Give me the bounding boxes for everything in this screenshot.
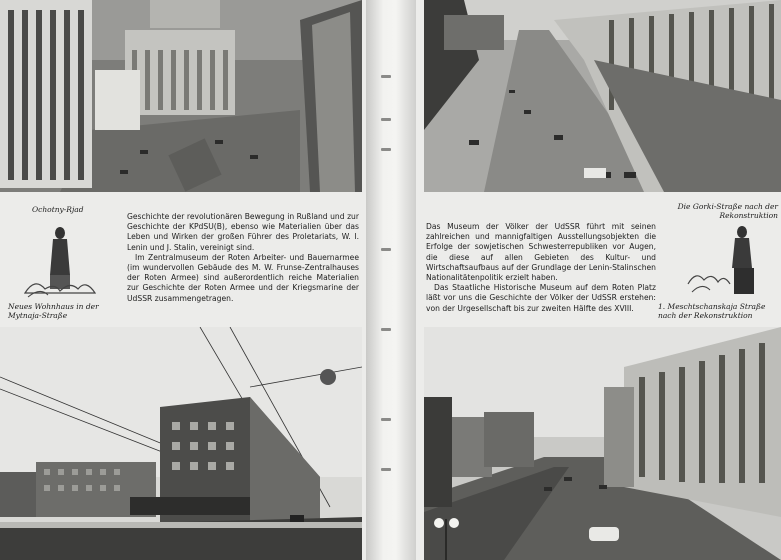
caption-gorki-strasse: Die Gorki-Straße nach der Rekonstruktion (677, 202, 778, 220)
right-paragraph: Das Museum der Völker der UdSSR führt mit seinen zahlreichen und mannigfaltigen Ausstellungsobjekten die Erfolge der sowjetischen Schwesterrepubliken vor Augen, die diese auf allen Gebieten des Kultur- und Wirtschaftsaufbaus auf der Grundlage der Lenin-Stalinschen Nationalitätenpolitik erzielt haben. (426, 222, 656, 283)
statue-illustration (684, 222, 768, 302)
left-paragraph: Geschichte der revolutionären Bewegung in Rußland und zur Geschichte der KPdSU(B), ebenso wie Materialien über das Leben und Wirken der großen Führer des Proletariats, W. I. Lenin und J. Stalin, vereinigt sind. (127, 212, 359, 252)
left-page (0, 0, 366, 560)
left-body-text (127, 212, 359, 304)
staple (381, 468, 391, 471)
photo-meschtschanskaja-strasse (424, 327, 781, 560)
right-paragraph: Das Staatliche Historische Museum auf dem Roten Platz läßt vor uns die Geschichte der Völker der UdSSR erstehen: von der Urgesellschaft bis zur zweiten Hälfte des XVIII. (426, 283, 656, 313)
staple (381, 328, 391, 331)
right-page (416, 0, 781, 560)
statue-illustration (20, 215, 100, 300)
photo-gorki-strasse (424, 0, 781, 192)
staple (381, 75, 391, 78)
caption-meschtschanskaja-strasse: 1. Meschtschanskaja Straße nach der Rekonstruktion (658, 302, 766, 320)
staple (381, 118, 391, 121)
booklet-gutter (366, 0, 416, 560)
photo-mytnaja-strasse (0, 327, 362, 560)
staple (381, 418, 391, 421)
caption-ochotny-rjad: Ochotny-Rjad (32, 205, 84, 214)
left-paragraph: Im Zentralmuseum der Roten Arbeiter- und Bauernarmee (im wundervollen Gebäude des M. W. Frunse-Zentralhauses der Roten Armee) sind außerordentlich reiche Materialien zur Geschichte der Roten Armee und der Kriegsmarine der UdSSR zusammengetragen. (127, 252, 359, 303)
photo-ochotny-rjad (0, 0, 362, 192)
staple (381, 248, 391, 251)
staple (381, 148, 391, 151)
caption-mytnaja-strasse: Neues Wohnhaus in der Mytnaja-Straße (8, 302, 99, 320)
right-body-text (426, 222, 656, 314)
